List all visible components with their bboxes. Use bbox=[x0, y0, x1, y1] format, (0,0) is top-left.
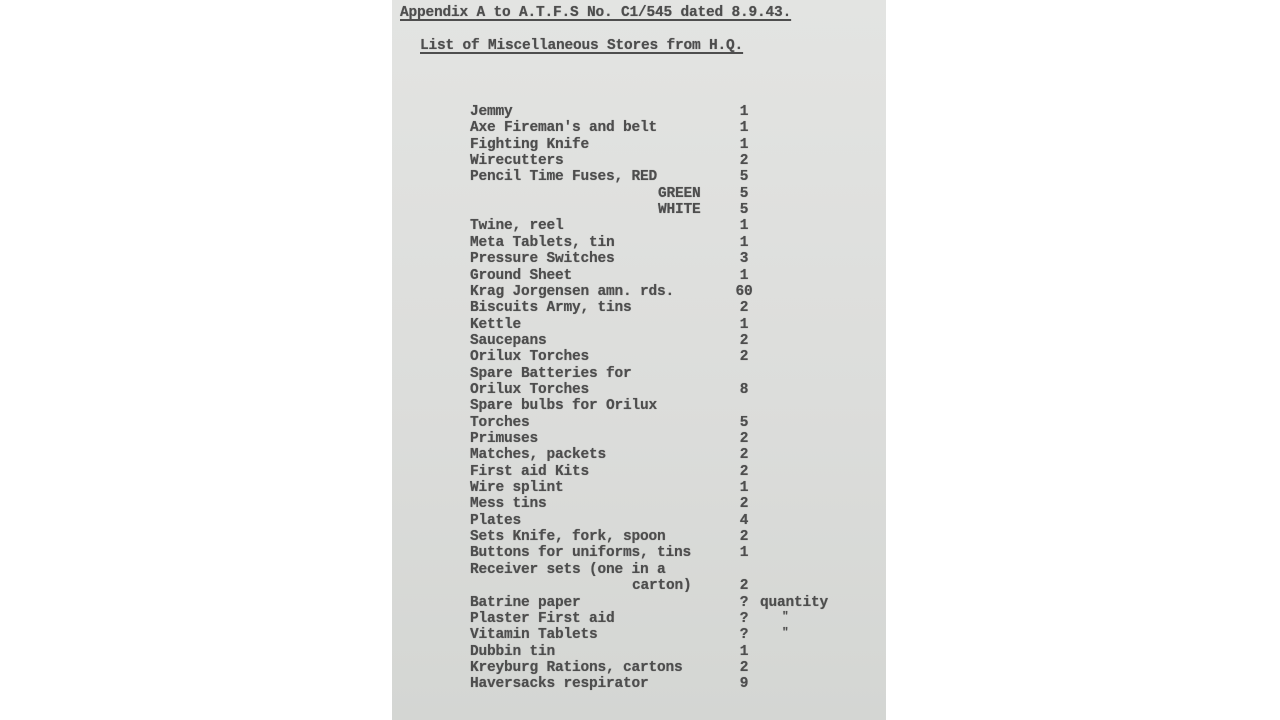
list-item bbox=[392, 644, 886, 660]
item-quantity: 4 bbox=[739, 512, 749, 529]
item-name: Plates bbox=[470, 512, 522, 529]
item-name: Buttons for uniforms, tins bbox=[470, 545, 692, 562]
item-name: Pressure Switches bbox=[470, 251, 615, 268]
list-item bbox=[392, 284, 886, 300]
item-name: Torches bbox=[470, 414, 530, 431]
item-name: Spare bulbs for Orilux bbox=[470, 398, 658, 415]
item-name: carton) bbox=[632, 578, 692, 595]
list-item bbox=[392, 120, 886, 136]
list-item bbox=[392, 153, 886, 169]
list-item bbox=[392, 545, 886, 561]
item-quantity: ? bbox=[739, 610, 749, 627]
item-name: WHITE bbox=[658, 202, 701, 219]
item-name: Wire splint bbox=[470, 480, 564, 497]
item-name: Batrine paper bbox=[470, 594, 581, 611]
list-item bbox=[392, 562, 886, 578]
item-quantity: 1 bbox=[739, 104, 749, 120]
item-name: Matches, packets bbox=[470, 447, 607, 464]
document-heading: Appendix A to A.T.F.S No. C1/545 dated 8.9.43. bbox=[400, 5, 792, 21]
item-quantity: 3 bbox=[739, 251, 749, 268]
item-name: Ground Sheet bbox=[470, 267, 573, 284]
item-quantity: 2 bbox=[739, 349, 749, 366]
item-quantity: 1 bbox=[739, 234, 749, 251]
item-name: Wirecutters bbox=[470, 153, 564, 170]
list-item bbox=[392, 366, 886, 382]
item-name: Dubbin tin bbox=[470, 643, 556, 660]
item-name: Haversacks respirator bbox=[470, 676, 649, 693]
list-item bbox=[392, 627, 886, 643]
item-quantity: 2 bbox=[739, 659, 749, 676]
item-quantity: 1 bbox=[739, 316, 749, 333]
list-item bbox=[392, 104, 886, 120]
list-item bbox=[392, 513, 886, 529]
item-quantity: 60 bbox=[735, 283, 753, 300]
item-quantity: 1 bbox=[739, 480, 749, 497]
item-name: Kreyburg Rations, cartons bbox=[470, 659, 683, 676]
item-name: Axe Fireman's and belt bbox=[470, 120, 658, 137]
list-item bbox=[392, 578, 886, 594]
list-item bbox=[392, 333, 886, 349]
item-name: Orilux Torches bbox=[470, 381, 590, 398]
item-quantity: 2 bbox=[739, 431, 749, 447]
item-name: Meta Tablets, tin bbox=[470, 234, 615, 251]
item-name: Twine, reel bbox=[470, 218, 564, 235]
item-quantity: 1 bbox=[739, 218, 749, 235]
list-item bbox=[392, 300, 886, 316]
list-item bbox=[392, 447, 886, 463]
list-item bbox=[392, 251, 886, 267]
list-item bbox=[392, 349, 886, 365]
item-quantity: ? bbox=[739, 594, 749, 611]
list-item bbox=[392, 464, 886, 480]
item-quantity: 5 bbox=[739, 414, 749, 431]
item-name: Orilux Torches bbox=[470, 349, 590, 366]
item-name: First aid Kits bbox=[470, 463, 590, 480]
item-quantity: 8 bbox=[739, 381, 749, 398]
item-quantity: 1 bbox=[739, 545, 749, 562]
ditto-mark: " bbox=[782, 627, 789, 640]
list-item bbox=[392, 202, 886, 218]
list-item bbox=[392, 169, 886, 185]
item-name: Spare Batteries for bbox=[470, 365, 632, 382]
document-page bbox=[392, 0, 886, 720]
item-name: Mess tins bbox=[470, 496, 547, 513]
item-quantity: 2 bbox=[739, 153, 749, 170]
list-item bbox=[392, 186, 886, 202]
item-quantity: 2 bbox=[739, 463, 749, 480]
item-quantity: 2 bbox=[739, 300, 749, 317]
list-item bbox=[392, 611, 886, 627]
item-name: Fighting Knife bbox=[470, 136, 590, 153]
item-name: Saucepans bbox=[470, 332, 547, 349]
item-quantity: 5 bbox=[739, 202, 749, 219]
item-name: Jemmy bbox=[470, 104, 513, 120]
item-name: GREEN bbox=[658, 185, 701, 202]
list-item bbox=[392, 415, 886, 431]
list-item bbox=[392, 218, 886, 234]
list-item bbox=[392, 398, 886, 414]
item-quantity: 2 bbox=[739, 496, 749, 513]
list-item bbox=[392, 595, 886, 611]
list-item bbox=[392, 529, 886, 545]
document-subheading: List of Miscellaneous Stores from H.Q. bbox=[420, 38, 744, 54]
list-item bbox=[392, 676, 886, 692]
item-name: Krag Jorgensen amn. rds. bbox=[470, 283, 675, 300]
list-item bbox=[392, 137, 886, 153]
item-name: Sets Knife, fork, spoon bbox=[470, 529, 666, 546]
list-item bbox=[392, 660, 886, 676]
item-quantity: 1 bbox=[739, 120, 749, 137]
list-item bbox=[392, 480, 886, 496]
item-quantity: 1 bbox=[739, 267, 749, 284]
item-name: Kettle bbox=[470, 316, 522, 333]
item-quantity: 2 bbox=[739, 529, 749, 546]
ditto-mark: " bbox=[782, 610, 789, 623]
item-name: Vitamin Tablets bbox=[470, 627, 598, 644]
item-quantity: 2 bbox=[739, 332, 749, 349]
item-quantity: 1 bbox=[739, 136, 749, 153]
handwritten-note: quantity bbox=[760, 594, 829, 611]
list-item bbox=[392, 431, 886, 447]
item-quantity: 2 bbox=[739, 578, 749, 595]
list-item bbox=[392, 496, 886, 512]
item-name: Plaster First aid bbox=[470, 610, 615, 627]
item-quantity: 2 bbox=[739, 447, 749, 464]
item-quantity: 5 bbox=[739, 169, 749, 186]
item-quantity: 5 bbox=[739, 185, 749, 202]
item-quantity: 9 bbox=[739, 676, 749, 693]
list-item bbox=[392, 235, 886, 251]
item-name: Primuses bbox=[470, 431, 539, 447]
list-item bbox=[392, 268, 886, 284]
item-quantity: ? bbox=[739, 627, 749, 644]
item-quantity: 1 bbox=[739, 643, 749, 660]
list-item bbox=[392, 382, 886, 398]
item-name: Biscuits Army, tins bbox=[470, 300, 632, 317]
item-name: Receiver sets (one in a bbox=[470, 561, 666, 578]
list-item bbox=[392, 317, 886, 333]
item-name: Pencil Time Fuses, RED bbox=[470, 169, 658, 186]
